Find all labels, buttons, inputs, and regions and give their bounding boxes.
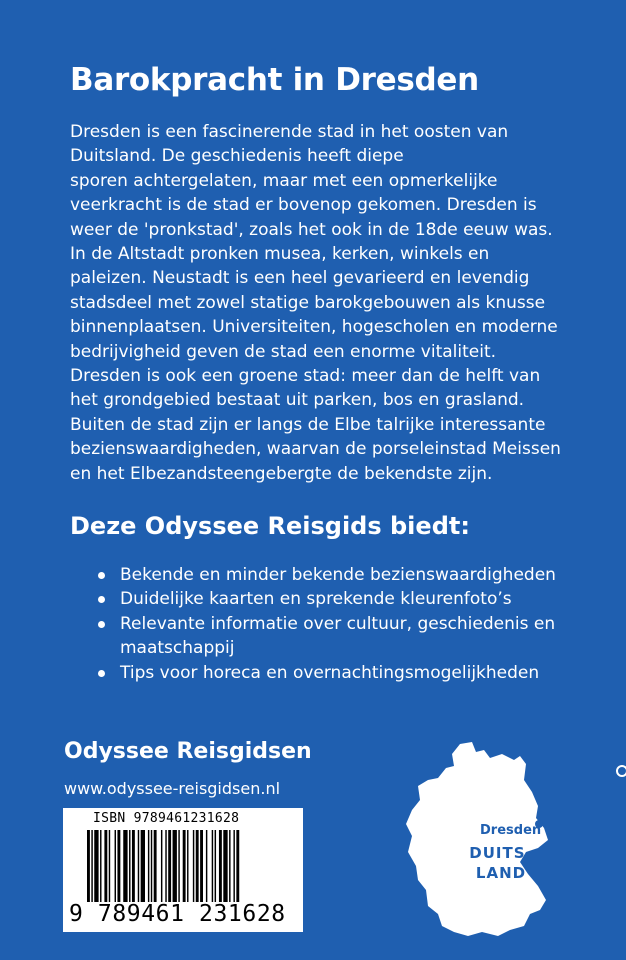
intro-line: bezienswaardigheden, waarvan de porseleinstad Meissen [70,439,561,460]
intro-line: In de Altstadt pronken musea, kerken, winkels en [70,244,490,265]
intro-line: het grondgebied bestaat uit parken, bos en grasland. [70,390,525,411]
barcode-bar [223,830,227,902]
list-item [98,587,568,611]
barcode-bar [173,830,177,902]
barcode-bar [233,830,234,902]
list-item-text-continued: maatschappij [120,638,235,659]
barcode-bar [212,830,213,902]
publisher-name: Odyssee Reisgidsen [64,739,312,764]
barcode-bar [115,830,116,902]
barcode-bar [141,830,145,902]
germany-map-icon [398,740,566,944]
barcode-bar [154,830,157,902]
intro-line: binnenplaatsen. Universiteiten, hogescholen en moderne [70,317,558,338]
barcode-bar [196,830,199,902]
barcode-bar [87,830,90,902]
edge-ring-icon [616,765,626,777]
list-item-text: Relevante informatie over cultuur, geschiedenis en [120,613,556,634]
intro-line: Dresden is een fascinerende stad in het oosten van [70,122,509,142]
intro-line: veerkracht is de stad er bovenop gekomen. Dresden is [70,195,537,216]
bullet-icon [98,572,105,579]
barcode-bar [117,830,120,902]
list-item [98,661,568,685]
barcode-bar [206,830,207,902]
barcode-bar [109,830,110,902]
barcode-bar [123,830,127,902]
intro-line: Duitsland. De geschiedenis heeft diepe [70,146,404,167]
barcode-bar [168,830,171,902]
features-list [98,563,568,685]
intro-line: Dresden is ook een groene stad: meer dan de helft van [70,366,541,387]
intro-line: sporen achtergelaten, maar met een opmerkelijke [70,170,498,191]
map-country-line: DUITS- [469,844,533,862]
barcode-bar [165,830,166,902]
barcode-bar [183,830,186,902]
intro-line: Buiten de stad zijn er langs de Elbe talrijke interessante [70,414,546,435]
intro-line: paleizen. Neustadt is een heel gevarieerd en levendig [70,268,530,289]
publisher-website: www.odyssee-reisgidsen.nl [64,779,281,798]
germany-outline [406,742,548,936]
barcode-bar [178,830,179,902]
barcode-bar [236,830,239,902]
intro-line: bedrijvigheid geven de stad een enorme vitaliteit. [70,341,497,362]
list-item-text: Tips voor horeca en overnachtingsmogelijkheden [120,662,540,683]
bullet-icon [98,670,105,677]
barcode-bar [132,830,135,902]
barcode-bar [100,830,101,902]
barcode-bar [91,830,92,902]
isbn-label: ISBN 9789461231628 [93,811,240,826]
intro-line: stadsdeel met zowel statige barokgebouwen als knusse [70,292,546,313]
intro-line: en het Elbezandsteengebergte de bekendste zijn. [70,463,493,484]
barcode-bar [151,830,152,902]
barcode-bar [215,830,216,902]
barcode-bar [219,830,222,902]
barcode-bar [148,830,149,902]
map-country-label [447,843,555,883]
barcode-bar [94,830,98,902]
list-item-text: Bekende en minder bekende bezienswaardigheden [120,565,556,585]
isbn-barcode [63,808,303,932]
barcode-digits: 9 789461 231628 [69,901,286,927]
map-city-label: Dresden [480,823,542,838]
list-item [98,612,568,661]
cover-title: Barokpracht in Dresden [70,62,479,98]
barcode-bar [193,830,194,902]
barcode-bar [138,830,139,902]
features-heading: Deze Odyssee Reisgids biedt: [70,512,470,540]
barcode-bar [161,830,162,902]
list-item [98,563,568,587]
barcode-bar [229,830,230,902]
barcode-bars [87,830,283,902]
barcode-bar [187,830,188,902]
barcode-bar [129,830,130,902]
intro-paragraph [70,120,570,486]
bullet-icon [98,621,105,628]
intro-line: weer de 'pronkstad', zoals het ook in de 18de eeuw was. [70,219,553,240]
bullet-icon [98,596,105,603]
list-item-text: Duidelijke kaarten en sprekende kleurenfoto’s [120,589,512,610]
barcode-bar [200,830,203,902]
barcode-bar [104,830,107,902]
map-country-line: LAND [475,864,527,882]
